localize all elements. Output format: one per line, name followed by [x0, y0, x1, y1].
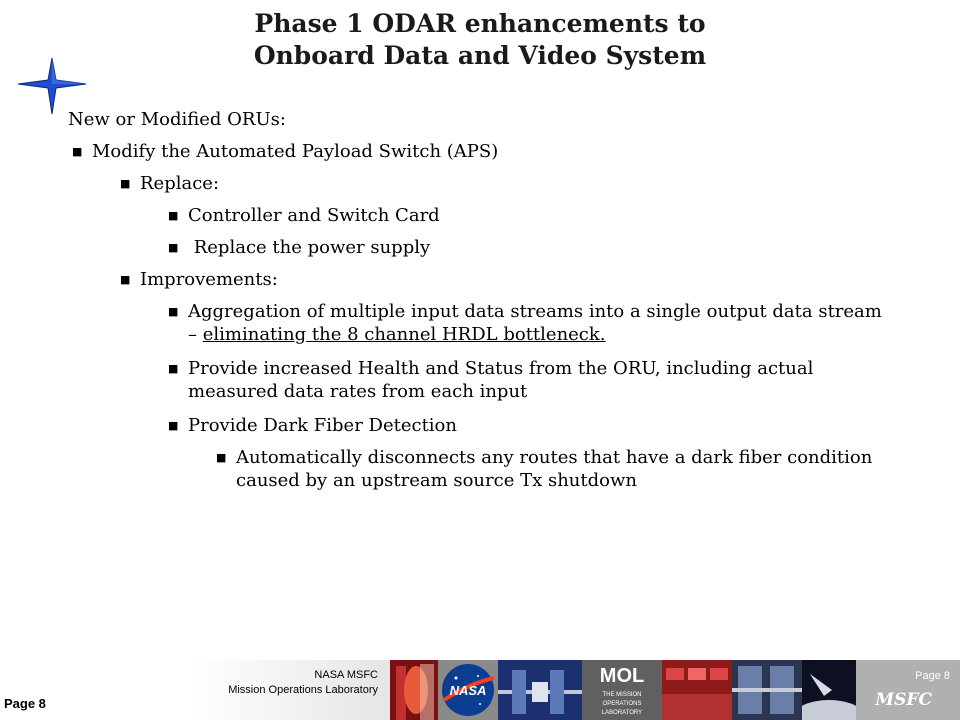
orbit-image: [802, 660, 856, 720]
station-panels-image: [732, 660, 802, 720]
shuttle-launch-image: [390, 660, 438, 720]
bullet-marker: ■: [168, 241, 179, 254]
nasa-logo-text: NASA: [449, 683, 487, 698]
list-item: Controller and Switch Card: [188, 205, 440, 226]
page-number-left: Page 8: [4, 696, 46, 711]
bullet-marker: ■: [168, 362, 179, 375]
bullet-marker: ■: [168, 209, 179, 222]
list-heading: New or Modified ORUs:: [68, 109, 286, 130]
org-label-line-1: NASA MSFC: [314, 669, 378, 681]
list-item-line-1: Provide increased Health and Status from the ORU, including actual: [188, 358, 814, 379]
mol-logo-text: MOL: [599, 665, 645, 687]
msfc-label: MSFC: [875, 690, 932, 710]
footer-image-strip: [390, 660, 856, 720]
list-item: Replace the power supply: [188, 237, 431, 258]
list-item: Improvements:: [140, 269, 278, 290]
slide-title: [200, 8, 760, 72]
space-station-image: [498, 660, 582, 720]
list-item: Provide Dark Fiber Detection: [188, 415, 457, 436]
org-label: [180, 668, 378, 698]
bullet-marker: ■: [216, 451, 227, 464]
org-label-line-2: Mission Operations Laboratory: [228, 684, 378, 696]
list-item: Replace:: [140, 173, 220, 194]
mol-logo-sub-2: OPERATIONS: [602, 701, 642, 707]
dash-prefix: –: [188, 324, 203, 345]
list-item-line-2: [188, 323, 606, 346]
slide-title-line-2: Onboard Data and Video System: [253, 41, 707, 70]
mol-logo-sub-3: LABORATORY: [601, 710, 643, 716]
bullet-marker: ■: [120, 273, 131, 286]
mol-logo-sub-1: THE MISSION: [602, 692, 642, 698]
bullet-marker: ■: [72, 145, 83, 158]
footer-right-panel: [856, 660, 960, 720]
list-item-line-1: Automatically disconnects any routes that have a dark fiber condition: [236, 447, 873, 468]
list-item-line-2: caused by an upstream source Tx shutdown: [236, 470, 637, 491]
list-item-line-1: Aggregation of multiple input data streams into a single output data stream: [188, 301, 882, 322]
four-point-star-icon: [16, 56, 88, 116]
list-item-line-2: measured data rates from each input: [188, 381, 528, 402]
underlined-text: eliminating the 8 channel HRDL bottleneck.: [202, 324, 606, 345]
bullet-marker: ■: [168, 305, 179, 318]
nasa-logo-image: [438, 660, 498, 720]
bullet-marker: ■: [168, 419, 179, 432]
list-item: Modify the Automated Payload Switch (APS): [92, 141, 499, 162]
page-number-right: Page 8: [915, 670, 950, 682]
mol-logo-image: [582, 660, 662, 720]
control-room-image: [662, 660, 732, 720]
slide-title-line-1: Phase 1 ODAR enhancements to: [254, 9, 706, 38]
bullet-marker: ■: [120, 177, 131, 190]
footer-bar: [0, 660, 960, 720]
